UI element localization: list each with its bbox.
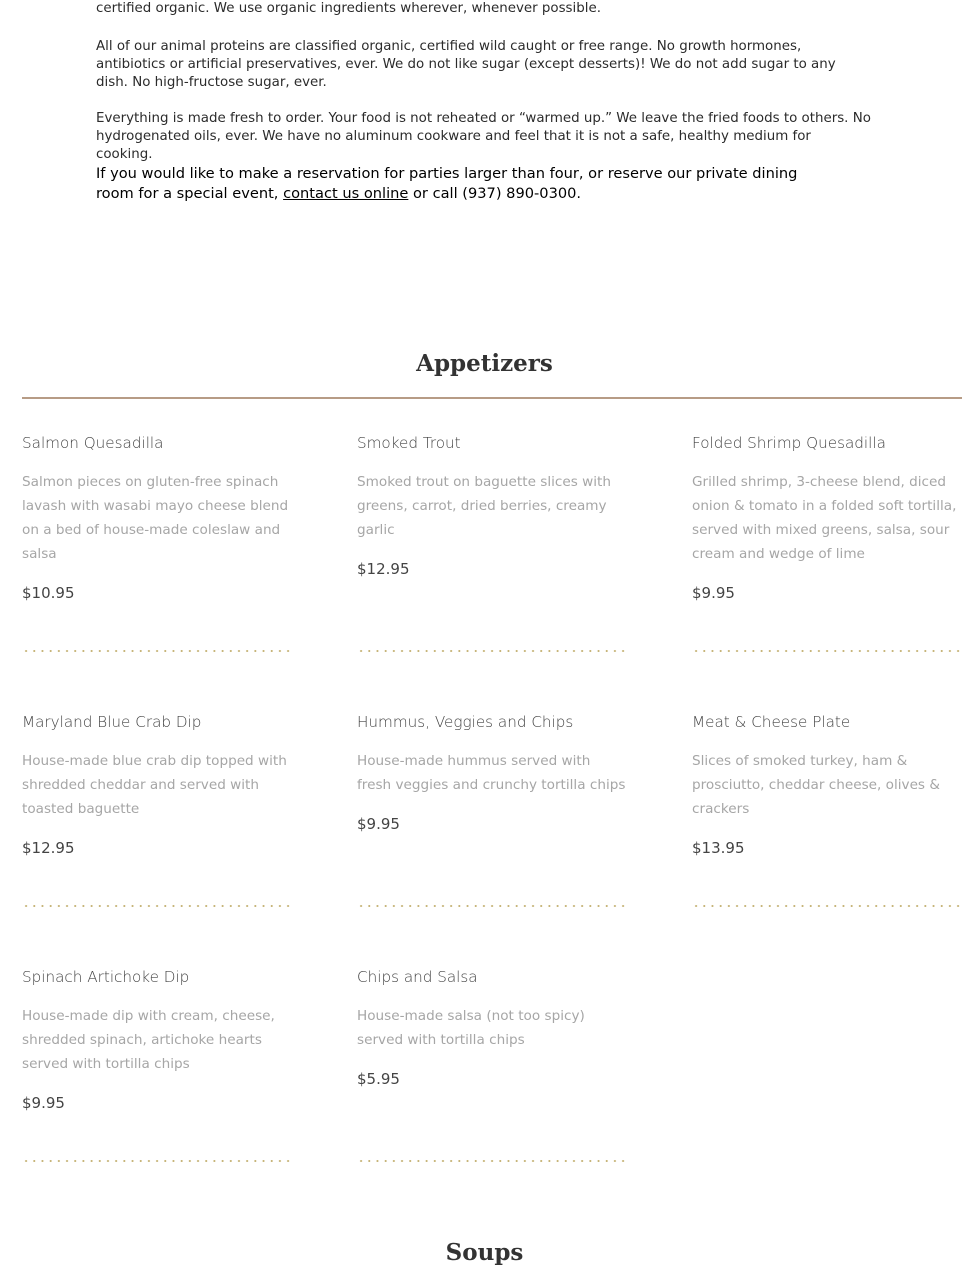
dotted-separator (357, 649, 627, 653)
item-description: Salmon pieces on gluten-free spinach lavash with wasabi mayo cheese blend on a bed of house-made coleslaw and salsa (22, 474, 289, 562)
item-price: $9.95 (357, 815, 400, 833)
soups-title: Soups (445, 1239, 524, 1266)
dotted-separator (357, 904, 627, 908)
item-name: Hummus, Veggies and Chips (357, 713, 574, 731)
intro-paragraph-organic: certified organic. We use organic ingredients wherever, whenever possible. (96, 1, 601, 16)
item-price: $12.95 (22, 839, 75, 857)
dotted-separator (692, 904, 962, 908)
menu-item-meat-cheese-plate (692, 712, 962, 858)
item-name: Folded Shrimp Quesadilla (692, 434, 886, 452)
item-description: House-made blue crab dip topped with shredded cheddar and served with toasted baguette (22, 753, 287, 817)
intro-paragraph-fresh: Everything is made fresh to order. Your food is not reheated or “warmed up.” We leave the fried foods to others. No hydrogenated oils, ever. We have no aluminum cookware and feel that it is not a safe, healthy medium for cooking. (96, 111, 871, 162)
item-price: $10.95 (22, 584, 75, 602)
dotted-separator (357, 1159, 627, 1163)
item-description: Smoked trout on baguette slices with greens, carrot, dried berries, creamy garlic (357, 474, 611, 538)
section-divider (22, 397, 962, 399)
reservation-text-after: or call (937) 890-0300. (408, 185, 582, 202)
item-description: Grilled shrimp, 3-cheese blend, diced onion & tomato in a folded soft tortilla, served with mixed greens, salsa, sour cream and wedge of lime (692, 474, 957, 562)
menu-item-maryland-blue-crab-dip (22, 712, 292, 858)
item-name: Salmon Quesadilla (22, 434, 164, 452)
item-price: $5.95 (357, 1070, 400, 1088)
intro-paragraph-proteins: All of our animal proteins are classified organic, certified wild caught or free range. No growth hormones, antibiotics or artificial preservatives, ever. We do not like sugar (except desserts)! We do not add sugar to any dish. No high-fructose sugar, ever. (96, 39, 836, 90)
menu-item-chips-and-salsa (357, 967, 627, 1089)
menu-item-smoked-trout (357, 433, 627, 579)
reservation-text-before: If you would like to make a reservation for parties larger than four, or reserve our private dining room for a special event, (96, 165, 798, 202)
dotted-separator (22, 1159, 292, 1163)
item-name: Chips and Salsa (357, 968, 478, 986)
item-price: $13.95 (692, 839, 745, 857)
dotted-separator (22, 904, 292, 908)
item-price: $9.95 (22, 1094, 65, 1112)
item-description: Slices of smoked turkey, ham & prosciutto, cheddar cheese, olives & crackers (692, 753, 940, 817)
item-price: $9.95 (692, 584, 735, 602)
item-name: Meat & Cheese Plate (692, 713, 851, 731)
item-name: Maryland Blue Crab Dip (22, 713, 202, 731)
item-description: House-made hummus served with fresh veggies and crunchy tortilla chips (357, 753, 626, 793)
menu-item-folded-shrimp-quesadilla (692, 433, 962, 603)
item-description: House-made salsa (not too spicy) served with tortilla chips (357, 1008, 585, 1048)
menu-item-spinach-artichoke-dip (22, 967, 292, 1113)
contact-us-link[interactable]: contact us online (283, 185, 409, 202)
dotted-separator (22, 649, 292, 653)
menu-item-hummus-veggies-chips (357, 712, 627, 834)
item-name: Smoked Trout (357, 434, 461, 452)
dotted-separator (692, 649, 962, 653)
menu-item-salmon-quesadilla (22, 433, 292, 603)
reservation-paragraph (96, 164, 836, 204)
appetizers-title: Appetizers (416, 350, 553, 377)
item-name: Spinach Artichoke Dip (22, 968, 190, 986)
item-description: House-made dip with cream, cheese, shredded spinach, artichoke hearts served with tortilla chips (22, 1008, 275, 1072)
item-price: $12.95 (357, 560, 410, 578)
